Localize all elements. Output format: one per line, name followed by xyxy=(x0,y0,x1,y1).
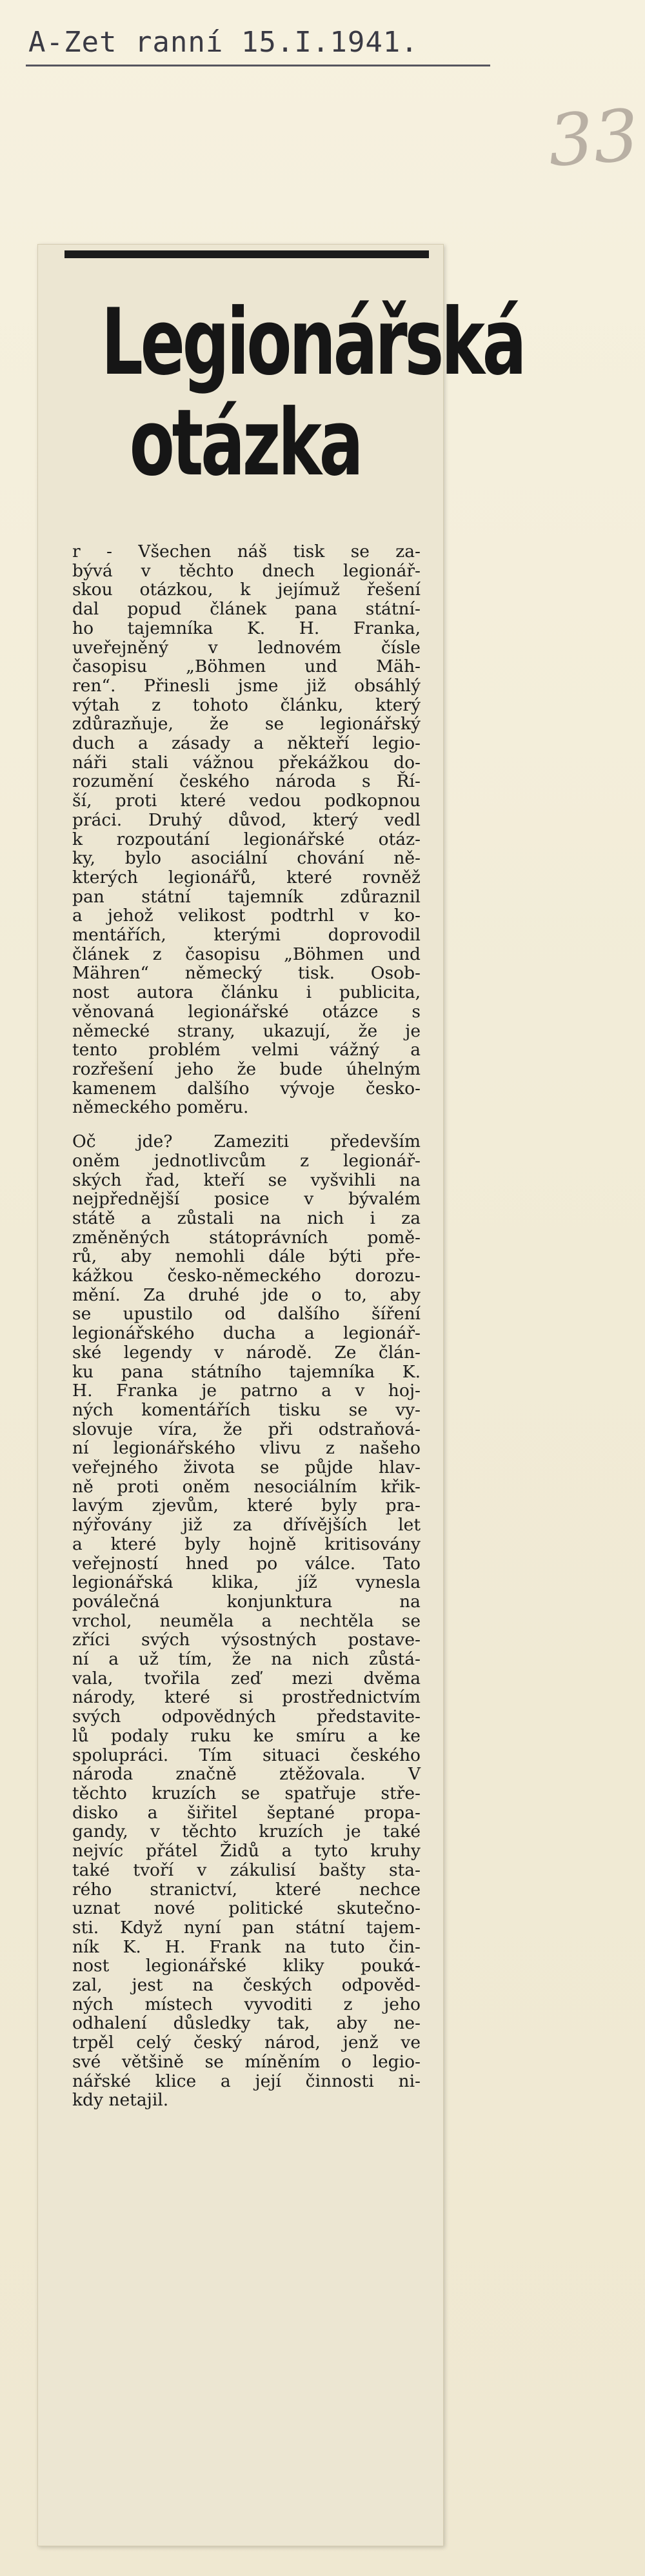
article-line: veřejností hned po válce. Tato xyxy=(72,1553,421,1574)
article-line: dal popud článek pana státní- xyxy=(72,599,421,620)
article-line: veřejného života se půjde hlav- xyxy=(72,1457,421,1478)
article-line: pan státní tajemník zdůraznil xyxy=(72,886,421,907)
headline-rule xyxy=(64,250,429,258)
article-line: národa značně ztěžovala. V xyxy=(72,1764,421,1785)
article-line: svých odpovědných představite- xyxy=(72,1707,421,1727)
article-line: bývá v těchto dnech legionář- xyxy=(72,560,421,581)
article-line: ku pana státního tajemníka K. xyxy=(72,1361,421,1382)
article-line: nejvíc přátel Židů a tyto kruhy xyxy=(72,1841,421,1861)
article-line: tento problém velmi vážný a xyxy=(72,1040,421,1060)
article-line: ho tajemníka K. H. Franka, xyxy=(72,618,421,638)
article-line: k rozpoutání legionářské otáz- xyxy=(72,829,421,849)
article-line: mění. Za druhé jde o to, aby xyxy=(72,1284,421,1305)
article-line: nýřovány již za dřívějších let xyxy=(72,1515,421,1536)
article-line: nejpřednější posice v bývalém xyxy=(72,1189,421,1210)
article-line: ných komentářích tisku se vy- xyxy=(72,1399,421,1420)
article-line: zříci svých výsostných postave- xyxy=(72,1630,421,1650)
article-line: r - Všechen náš tisk se za- xyxy=(72,542,421,562)
article-line: rů, aby nemohli dále býti pře- xyxy=(72,1246,421,1267)
headline-line-2: otázka xyxy=(129,390,361,496)
article-line: sti. Když nyní pan státní tajem- xyxy=(72,1917,421,1938)
article-line: ren“. Přinesli jsme již obsáhlý xyxy=(72,675,421,696)
article-line: legionářského ducha a legionář- xyxy=(72,1323,421,1344)
source-date-stamp: A-Zet ranní 15.I.1941. xyxy=(28,26,419,59)
article-line: Oč jde? Zameziti především xyxy=(72,1131,421,1152)
paragraph-gap xyxy=(72,1117,421,1132)
article-line: práci. Druhý důvod, který vedl xyxy=(72,809,421,830)
article-paragraph-1 xyxy=(72,542,421,1117)
article-line: německého poměru. xyxy=(72,1097,249,1118)
article-line: spolupráci. Tím situaci českého xyxy=(72,1745,421,1765)
article-line: skou otázkou, k jejímuž řešení xyxy=(72,580,421,600)
headline-line-1: Legionářská xyxy=(101,289,524,396)
article-line: národy, které si prostřednictvím xyxy=(72,1687,421,1708)
article-line: rého stranictví, které nechce xyxy=(72,1879,421,1900)
article-line: duch a zásady a někteří legio- xyxy=(72,733,421,754)
article-line: a které byly hojně kritisovány xyxy=(72,1534,421,1554)
article-line: státě a zůstali na nich i za xyxy=(72,1208,421,1228)
article-line: těchto kruzích se spatřuje stře- xyxy=(72,1783,421,1803)
article-line: gandy, v těchto kruzích je také xyxy=(72,1821,421,1842)
article-line: článek z časopisu „Böhmen und xyxy=(72,944,421,964)
article-line: uveřejněný v lednovém čísle xyxy=(72,637,421,658)
article-line: také tvoří v zákulisí bašty sta- xyxy=(72,1860,421,1880)
article-line: kdy netajil. xyxy=(72,2090,169,2111)
article-line: ní legionářského vlivu z našeho xyxy=(72,1438,421,1459)
article-line: nost legionářské kliky poukά- xyxy=(72,1956,421,1976)
article-line: a jehož velikost podtrhl v ko- xyxy=(72,906,421,926)
article-line: oněm jednotlivcům z legionář- xyxy=(72,1150,421,1171)
article-line: H. Franka je patrno a v hoj- xyxy=(72,1381,421,1401)
article-line: ných místech vyvoditi z jeho xyxy=(72,1994,421,2014)
article-line: časopisu „Böhmen und Mäh- xyxy=(72,656,421,677)
article-line: změněných státoprávních pomě- xyxy=(72,1227,421,1248)
article-line: kážkou česko-německého dorozu- xyxy=(72,1266,421,1286)
article-line: ské legendy v národě. Ze člán- xyxy=(72,1342,421,1363)
article-line: slovuje víra, že při odstraňová- xyxy=(72,1419,421,1439)
article-line: trpěl celý český národ, jenž ve xyxy=(72,2033,421,2053)
article-line: se upustilo od dalšího šíření xyxy=(72,1304,421,1324)
article-line: nářské klice a její činnosti ni- xyxy=(72,2071,421,2091)
article-line: legionářská klika, jíž vynesla xyxy=(72,1572,421,1593)
article-line: nost autora článku i publicita, xyxy=(72,982,421,1003)
article-line: kamenem dalšího vývoje česko- xyxy=(72,1078,421,1099)
article-line: lů podaly ruku ke smíru a ke xyxy=(72,1725,421,1746)
article-line: Mähren“ německý tisk. Osob- xyxy=(72,963,421,984)
article-line: disko a šiřitel šeptané propa- xyxy=(72,1802,421,1823)
article-line: vala, tvořila zeď mezi dvěma xyxy=(72,1668,421,1689)
article-line: odhalení důsledky tak, aby ne- xyxy=(72,2013,421,2034)
article-paragraph-2 xyxy=(72,1132,421,2110)
article-line: lavým zjevům, které byly pra- xyxy=(72,1496,421,1516)
article-line: mentářích, kterými doprovodil xyxy=(72,925,421,946)
article-line: ských řad, kteří se vyšvihli na xyxy=(72,1170,421,1190)
article-line: věnovaná legionářské otázce s xyxy=(72,1001,421,1022)
article-line: ky, bylo asociální chování ně- xyxy=(72,848,421,869)
article-line: uznat nové politické skutečno- xyxy=(72,1898,421,1919)
article-line: vrchol, neuměla a nechtěla se xyxy=(72,1610,421,1631)
article-line: zdůrazňuje, že se legionářský xyxy=(72,714,421,735)
article-line: náři stali vážnou překážkou do- xyxy=(72,752,421,773)
article-line: zal, jest na českých odpověd- xyxy=(72,1975,421,1996)
article-line: ně proti oněm nesociálním křik- xyxy=(72,1476,421,1497)
article-line: kterých legionářů, které rovněž xyxy=(72,867,421,887)
article-line: rozumění českého národa s Ří- xyxy=(72,771,421,792)
article-line: německé strany, ukazují, že je xyxy=(72,1020,421,1041)
article-line: ní a už tím, že na nich zůstá- xyxy=(72,1649,421,1670)
article-line: poválečná konjunktura na xyxy=(72,1591,421,1612)
article-line: ník K. H. Frank na tuto čin- xyxy=(72,1936,421,1957)
article-line: své většině se míněním o legio- xyxy=(72,2051,421,2072)
folio-number: 33 xyxy=(545,94,642,183)
article-line: rozřešení jeho že bude úhelným xyxy=(72,1059,421,1079)
article-line: výtah z tohoto článku, který xyxy=(72,695,421,715)
article-line: ší, proti které vedou podkopnou xyxy=(72,791,421,811)
stamp-underline xyxy=(26,65,490,66)
article-body xyxy=(72,542,421,2110)
